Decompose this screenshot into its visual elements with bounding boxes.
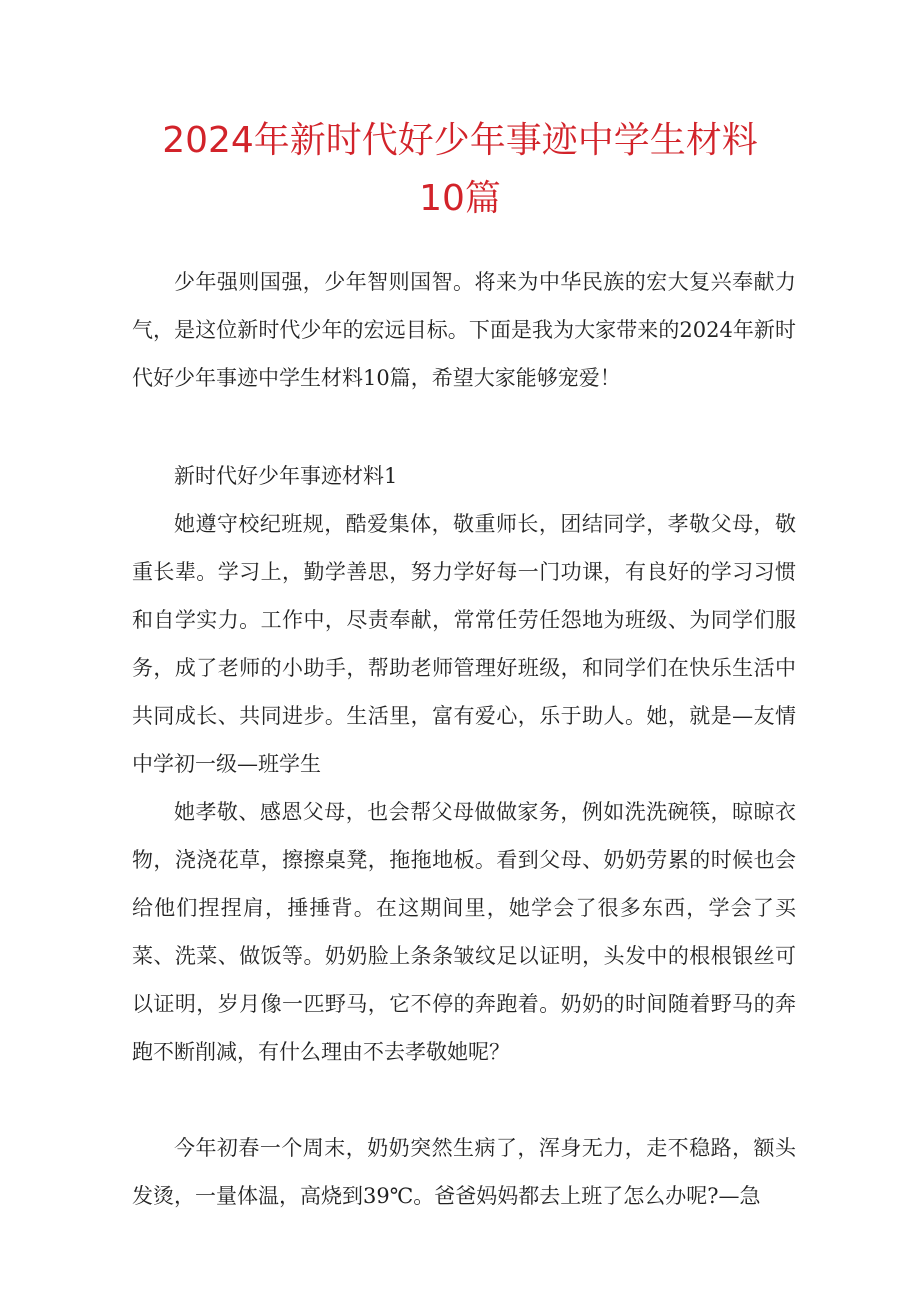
body-paragraph-3: 今年初春一个周末，奶奶突然生病了，浑身无力，走不稳路，额头发烫，一量体温，高烧到39℃。爸爸妈妈都去上班了怎么办呢?—急 — [132, 1136, 796, 1208]
body-paragraph-2: 她孝敬、感恩父母，也会帮父母做做家务，例如洗洗碗筷，晾晾衣物，浇浇花草，擦擦桌凳，拖拖地板。看到父母、奶奶劳累的时候也会给他们捏捏肩，捶捶背。在这期间里，她学会了很多东西，学会了买菜、洗菜、做饭等。奶奶脸上条条皱纹足以证明，头发中的根根银丝可以证明，岁月像一匹野马，它不停的奔跑着。奶奶的时间随着野马的奔跑不断削减，有什么理由不去孝敬她呢？ — [132, 800, 796, 1064]
intro-paragraph: 少年强则国强，少年智则国智。将来为中华民族的宏大复兴奉献力气，是这位新时代少年的宏远目标。下面是我为大家带来的2024年新时代好少年事迹中学生材料10篇，希望大家能够宠爱！ — [132, 270, 796, 390]
section-heading: 新时代好少年事迹材料1 — [174, 464, 398, 488]
document-title-line1: 2024年新时代好少年事迹中学生材料 — [162, 120, 758, 161]
body-paragraph-1: 她遵守校纪班规，酷爱集体，敬重师长，团结同学，孝敬父母，敬重长辈。学习上，勤学善思，努力学好每一门功课，有良好的学习习惯和自学实力。工作中，尽责奉献，常常任劳任怨地为班级、为同学们服务，成了老师的小助手，帮助老师管理好班级，和同学们在快乐生活中共同成长、共同进步。生活里，富有爱心，乐于助人。她，就是—友情中学初一级—班学生 — [132, 512, 796, 776]
document-title-line2: 10篇 — [419, 178, 501, 219]
